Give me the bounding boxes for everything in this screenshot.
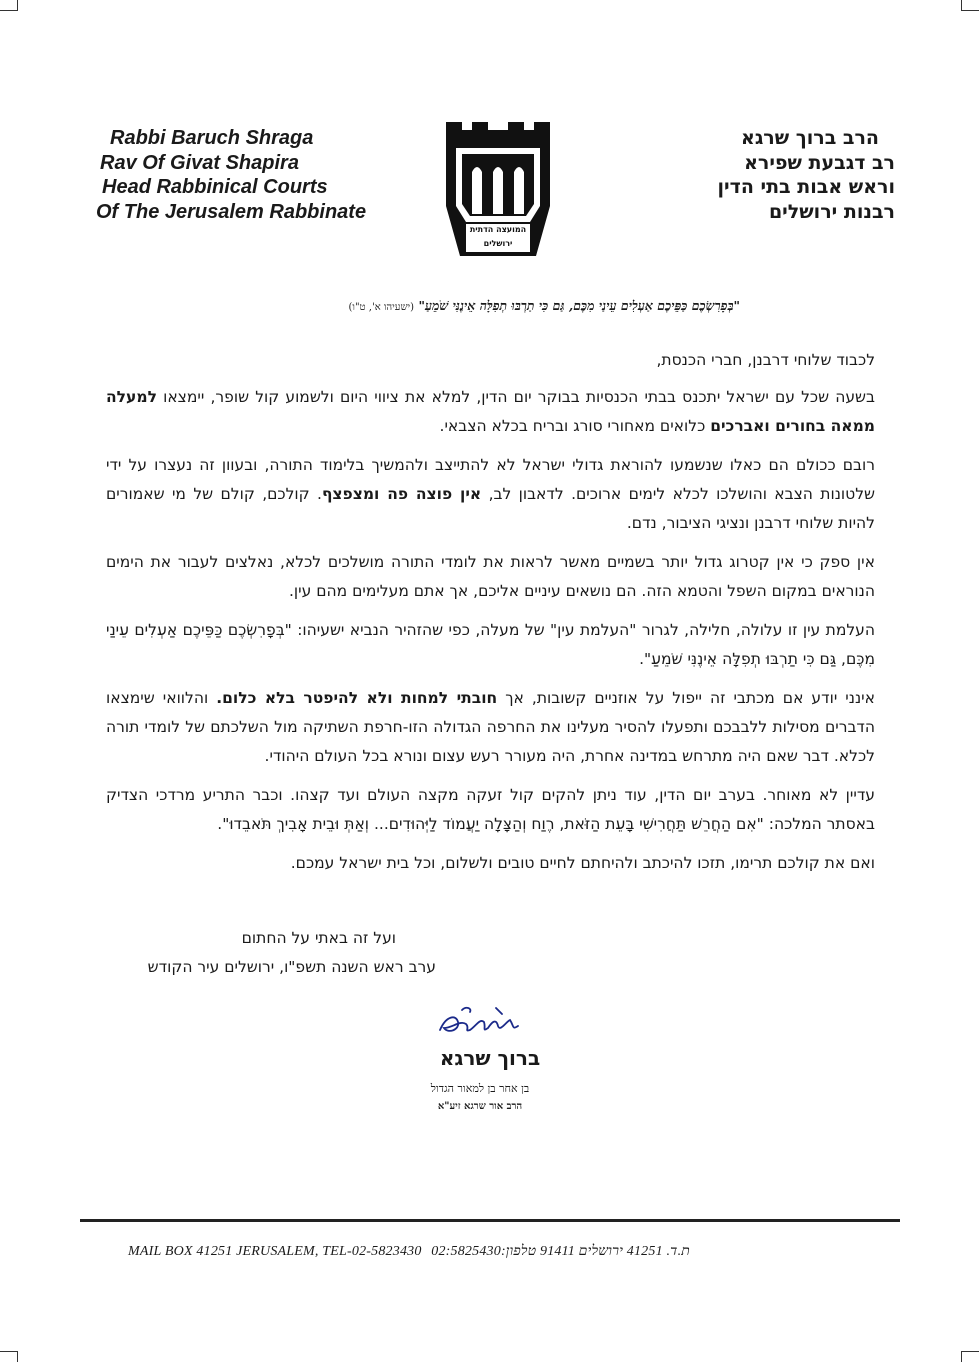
salutation: לכבוד שלוחי דרבנן, חברי הכנסת, xyxy=(656,351,875,369)
p1-text-b: כלואים מאחורי סורג ובריח בכלא הצבאי. xyxy=(439,417,711,435)
crop-mark-br-h xyxy=(961,1351,979,1352)
signer-ancestor: הרב אור שרגא זיע"א xyxy=(437,1101,523,1112)
letterhead-en-line-1: Rabbi Baruch Shraga xyxy=(110,127,314,149)
crop-mark-bl-v xyxy=(17,1351,18,1362)
paragraph-4: העלמת עין זו עלולה, חלילה, לגרור "העלמת עין" של מעלה, כפי שהזהיר הנביא ישעיהו: "בְּפָרִשְׂכֶם כַּפֵּיכֶם אַעְלִים עֵינַי מִכֶּם, גַּם כִּי תַרְבּוּ תְפִלָּה אֵינֶנִּי שֹׁמֵעַ". xyxy=(106,621,875,668)
closing-line-1: ועל זה באתי על החתום xyxy=(241,929,396,947)
signature-scribble-icon xyxy=(400,1000,560,1044)
paragraph-7: ואם את קולכם תרימו, תזכו להיכתב ולהיחתם לחיים טובים ולשלום, וכל בית ישראל עמכם. xyxy=(290,854,875,872)
p1-text-a: בשעה שכל עם ישראל יתכנס בבתי הכנסיות בבוקר יום הדין, למלא את ציווי היום ולשמוע קול שופר, יימצאו xyxy=(156,388,875,406)
footer-english: MAIL BOX 41251 JERUSALEM, TEL-02-5823430 xyxy=(128,1244,422,1259)
p5-bold: חובתי למחות ולא להיפטר בלא כלום. xyxy=(216,689,498,707)
letter-body xyxy=(106,346,875,888)
letterhead-he-line-4: רבנות ירושלים xyxy=(768,200,895,223)
letterhead-english xyxy=(96,126,366,224)
p2-text-b: . קולכם, קולם של מי שאמורים להיות שלוחי דרבנן ונציגי הציבור, נדם. xyxy=(106,485,875,532)
crop-mark-tr-h xyxy=(961,10,979,11)
signer-lineage: בן אחר בן למאור הגדול xyxy=(430,1082,530,1095)
handwritten-signature xyxy=(400,1000,560,1048)
closing-line-2: ערב ראש השנה תשפ"ו, ירושלים עיר הקודש xyxy=(147,958,436,976)
closing-block xyxy=(106,924,436,982)
paragraph-3: אין ספק כי אין קטרוג גדול יותר בשמיים מאשר לראות את לומדי התורה מושלכים לכלא, נאלצים לעבור את הימים הנוראים במקום השפל והטמא הזה. הם נושאים עיניים אליכם, אך אתם מעלימים מהם עין. xyxy=(106,553,875,600)
crop-mark-tr-v xyxy=(961,0,962,11)
crop-mark-bl-h xyxy=(0,1351,18,1352)
crop-mark-tl-v xyxy=(17,0,18,11)
p2-text-a: רובם ככולם הם כאלו שנשמעו להוראת גדולי ישראל לא להתייצב ולהמשיך בלימוד התורה, ובעוון זה נעצרו על ידי שלטונות הצבא והושלכו לכלא לימים ארוכים. לדאבון לב, xyxy=(106,456,875,503)
paragraph-2 xyxy=(106,451,875,538)
letterhead-he-line-1: הרב ברוך שרגא xyxy=(740,127,879,149)
paragraph-6: עדיין לא מאוחר. בערב יום הדין, עוד ניתן להקים קול זעקה מקצה העולם ועד קצהו. וכבר התריע מרדכי הצדיק באסתר המלכה: "אִם הַחֲרֵשׁ תַּחֲרִישִׁי בָּעֵת הַזֹּאת, רֶוַח וְהַצָּלָה יַעֲמוֹד לַיְּהוּדִים... וְאַתְּ וּבֵית אָבִיךְ תֹּאבֵדוּ". xyxy=(106,786,875,833)
crop-mark-tl-h xyxy=(0,10,18,11)
footer-hebrew: ת.ד. 41251 ירושלים 91411 טלפון:02:5825430 xyxy=(431,1244,691,1259)
p5-text-a: אינני יודע אם מכתבי זה ייפול על אוזניים קשובות, אך xyxy=(497,689,875,707)
epigraph-source: (ישעיהו א', ט"ו) xyxy=(348,302,415,313)
letterhead-he-line-3: וראש אבות בתי הדין xyxy=(717,176,895,198)
crop-mark-br-v xyxy=(961,1351,962,1362)
p5-text-b: והלוואי שימצאו הדברים מסילות ללבבכם ותפעלו להסיר מעלינו את החרפה הגדולה הזו-חרפת השתיקה מול השלכתם של לומדי תורה לכלא. דבר שאם היה מתרחש במדינה אחרת, היה מעורר רעש עצום ונורא בכל העולם היהודי. xyxy=(106,689,875,765)
paragraph-5 xyxy=(106,684,875,771)
p1-bold: למעלה ממאה בחורים ואברכים xyxy=(106,388,875,435)
letterhead-en-line-4: Of The Jerusalem Rabbinate xyxy=(96,200,367,223)
p2-bold: אין פוצה פה ומצפצף xyxy=(321,485,482,503)
letterhead-en-line-3: Head Rabbinical Courts xyxy=(102,176,328,198)
letterhead-en-line-2: Rav Of Givat Shapira xyxy=(100,151,299,174)
footer-contact xyxy=(128,1244,858,1260)
epigraph-quote xyxy=(200,298,740,314)
signer-name: ברוך שרגא xyxy=(439,1046,541,1070)
logo-text-2: ירושלים xyxy=(483,239,513,248)
footer-rule xyxy=(80,1219,900,1222)
epigraph-text: "בְּפָרִשְׂכֶם כַּפֵּיכֶם אַעְלִים עֵינַי מִכֶּם, גַּם כִּי תַרְבּוּ תְפִלָּה אֵינֶנִּי שֹׁמֵעַ" xyxy=(418,298,740,313)
religious-council-logo xyxy=(442,118,554,260)
paragraph-1 xyxy=(106,383,875,441)
logo-text-1: המועצה הדתית xyxy=(469,225,527,234)
letterhead-hebrew xyxy=(718,126,895,224)
letterhead-he-line-2: רב דגבעת שפירא xyxy=(744,151,895,174)
